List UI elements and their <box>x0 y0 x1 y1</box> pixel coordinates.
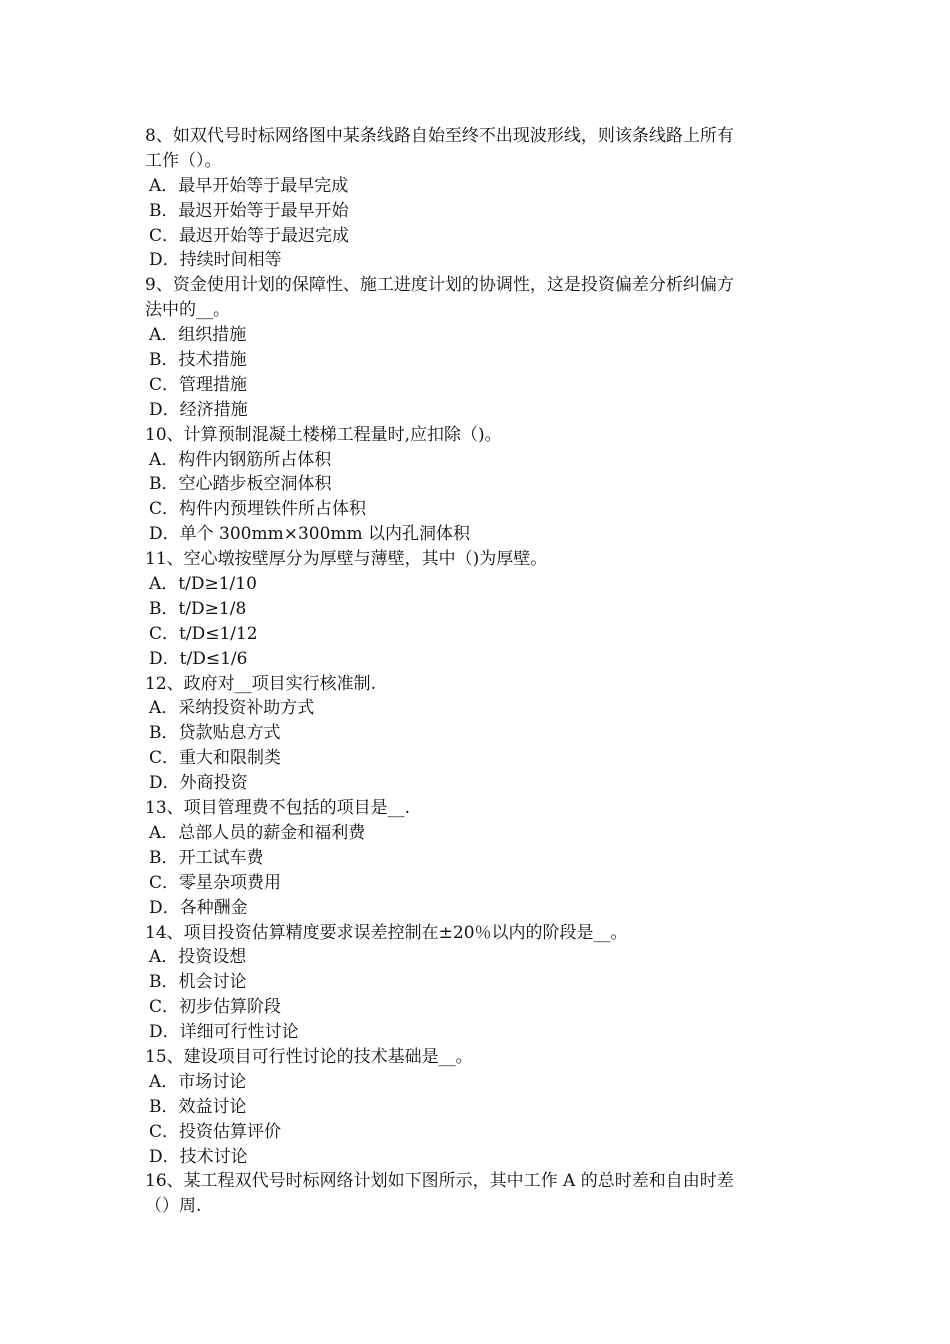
answer-option: B．开工试车费 <box>149 847 264 868</box>
question-text: 法中的__。 <box>145 300 230 321</box>
answer-option: A．最早开始等于最早完成 <box>149 175 349 196</box>
question-text: 10、计算预制混凝土楼梯工程量时,应扣除（)。 <box>145 424 502 445</box>
answer-option: B．技术措施 <box>149 350 247 371</box>
question-text: 12、政府对__项目实行核准制. <box>145 673 377 694</box>
answer-option: A．投资设想 <box>149 947 247 968</box>
question-text: 15、建设项目可行性讨论的技术基础是__。 <box>145 1046 473 1067</box>
answer-option: B．效益讨论 <box>149 1096 247 1117</box>
answer-option: C．t/D≤1/12 <box>149 623 258 644</box>
answer-option: D．外商投资 <box>149 773 248 794</box>
answer-option: A．总部人员的薪金和福利费 <box>149 822 366 843</box>
question-text: 8、如双代号时标网络图中某条线路自始至终不出现波形线，则该条线路上所有 <box>145 126 734 146</box>
question-text: 9、资金使用计划的保障性、施工进度计划的协调性，这是投资偏差分析纠偏方 <box>145 275 734 296</box>
answer-option: D．各种酬金 <box>149 897 248 918</box>
answer-option: C．最迟开始等于最迟完成 <box>149 225 350 246</box>
answer-option: B．贷款贴息方式 <box>149 723 281 744</box>
answer-option: D．单个 300mm×300mm 以内孔洞体积 <box>149 524 471 545</box>
answer-option: A．构件内钢筋所占体积 <box>149 449 332 470</box>
answer-option: B．t/D≥1/8 <box>149 598 247 619</box>
answer-option: D．技术讨论 <box>149 1146 248 1167</box>
answer-option: C．初步估算阶段 <box>149 997 282 1018</box>
question-text: 13、项目管理费不包括的项目是__. <box>145 798 411 819</box>
question-text: 14、项目投资估算精度要求误差控制在±20％以内的阶段是__。 <box>145 922 628 943</box>
answer-option: A．市场讨论 <box>149 1071 247 1092</box>
answer-option: C．管理措施 <box>149 374 248 395</box>
document-page <box>145 124 810 1219</box>
answer-option: A．t/D≥1/10 <box>149 574 257 595</box>
question-text: （）周. <box>145 1196 202 1217</box>
answer-option: D．t/D≤1/6 <box>149 648 248 669</box>
answer-option: D．持续时间相等 <box>149 250 282 271</box>
answer-option: D．详细可行性讨论 <box>149 1022 299 1043</box>
question-text: 工作（）。 <box>145 150 222 171</box>
answer-option: B．最迟开始等于最早开始 <box>149 200 349 221</box>
answer-option: B．机会讨论 <box>149 972 247 993</box>
answer-option: B．空心踏步板空洞体积 <box>149 474 332 495</box>
question-text: 16、某工程双代号时标网络计划如下图所示，其中工作 A 的总时差和自由时差 <box>145 1171 734 1192</box>
answer-option: C．构件内预埋铁件所占体积 <box>149 499 367 520</box>
answer-option: A．组织措施 <box>149 325 247 346</box>
answer-option: A．采纳投资补助方式 <box>149 698 315 719</box>
answer-option: C．零星杂项费用 <box>149 872 282 893</box>
answer-option: C．投资估算评价 <box>149 1121 282 1142</box>
answer-option: C．重大和限制类 <box>149 748 282 769</box>
answer-option: D．经济措施 <box>149 399 248 420</box>
question-text: 11、空心墩按壁厚分为厚壁与薄壁，其中（)为厚壁。 <box>145 549 548 570</box>
